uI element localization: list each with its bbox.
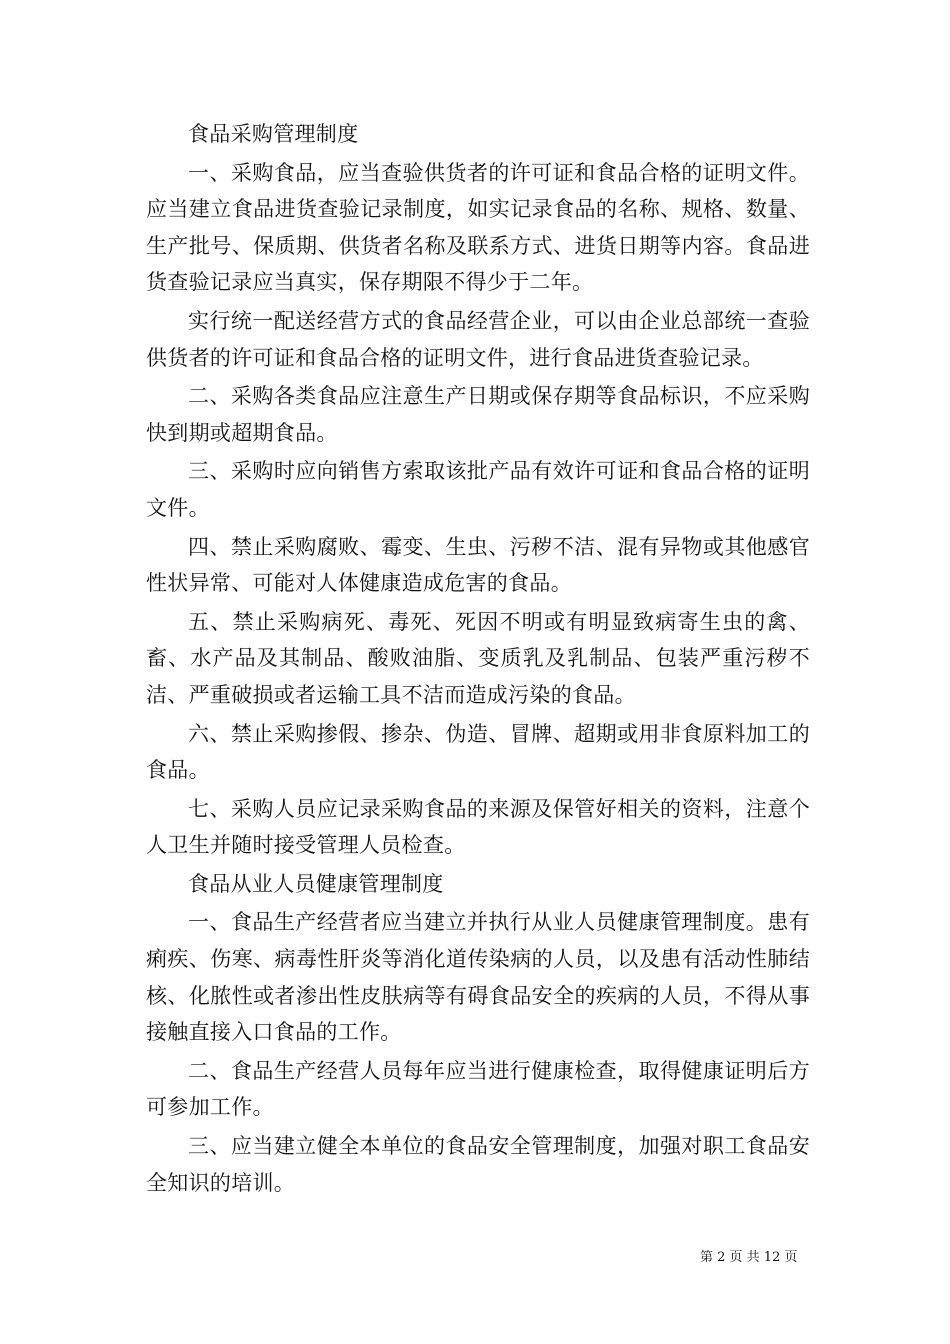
paragraph: 四、禁止采购腐败、霉变、生虫、污秽不洁、混有异物或其他感官性状异常、可能对人体健康造成危害的食品。 xyxy=(146,534,810,596)
page-number-footer: 第 2 页 共 12 页 xyxy=(700,1250,798,1265)
paragraph: 二、采购各类食品应注意生产日期或保存期等食品标识，不应采购快到期或超期食品。 xyxy=(146,384,810,445)
paragraph: 六、禁止采购掺假、掺杂、伪造、冒牌、超期或用非食原料加工的食品。 xyxy=(146,721,810,783)
paragraph: 一、食品生产经营者应当建立并执行从业人员健康管理制度。患有痢疾、伤寒、病毒性肝炎等消化道传染病的人员，以及患有活动性肺结核、化脓性或者渗出性皮肤病等有碍食品安全的疾病的人员，不得从事接触直接入口食品的工作。 xyxy=(146,910,810,1045)
paragraph: 实行统一配送经营方式的食品经营企业，可以由企业总部统一查验供货者的许可证和食品合格的证明文件，进行食品进货查验记录。 xyxy=(146,308,810,370)
paragraph: 三、采购时应向销售方索取该批产品有效许可证和食品合格的证明文件。 xyxy=(146,459,810,520)
paragraph: 七、采购人员应记录采购食品的来源及保管好相关的资料，注意个人卫生并随时接受管理人员检查。 xyxy=(146,796,810,858)
section-title-health: 食品从业人员健康管理制度 xyxy=(188,871,444,896)
document-body xyxy=(146,116,810,1203)
section-title-procurement: 食品采购管理制度 xyxy=(188,122,359,146)
paragraph: 二、食品生产经营人员每年应当进行健康检查，取得健康证明后方可参加工作。 xyxy=(146,1058,810,1120)
paragraph: 三、应当建立健全本单位的食品安全管理制度，加强对职工食品安全知识的培训。 xyxy=(146,1134,810,1195)
paragraph: 五、禁止采购病死、毒死、死因不明或有明显致病寄生虫的禽、畜、水产品及其制品、酸败油脂、变质乳及乳制品、包装严重污秽不洁、严重破损或者运输工具不洁而造成污染的食品。 xyxy=(146,609,810,707)
paragraph: 一、采购食品，应当查验供货者的许可证和食品合格的证明文件。应当建立食品进货查验记录制度，如实记录食品的名称、规格、数量、生产批号、保质期、供货者名称及联系方式、进货日期等内容。食品进货查验记录应当真实，保存期限不得少于二年。 xyxy=(146,160,810,295)
